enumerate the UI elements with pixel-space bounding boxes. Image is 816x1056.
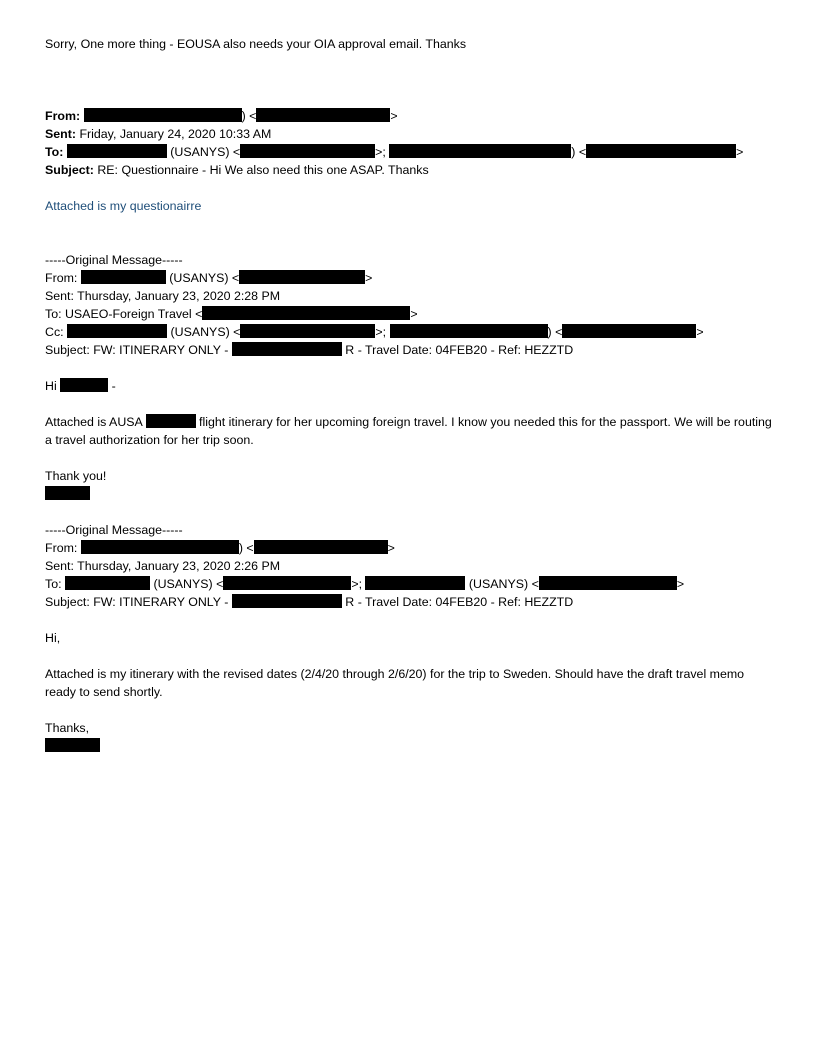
- redaction-box: [146, 414, 196, 428]
- signature-redaction: [45, 486, 90, 500]
- subject-prefix: Subject: FW: ITINERARY ONLY -: [45, 595, 229, 609]
- redaction-box: [65, 576, 150, 590]
- redaction-box: [240, 324, 375, 338]
- email1-sent-line: [45, 125, 775, 143]
- orig2-sent-line: Sent: Thursday, January 23, 2020 2:26 PM: [45, 559, 281, 573]
- to-mid: ) <: [571, 145, 587, 159]
- to-label: To:: [45, 577, 62, 591]
- subject-suffix: R - Travel Date: 04FEB20 - Ref: HEZZTD: [345, 595, 574, 609]
- redaction-box: [239, 270, 365, 284]
- body-suffix: flight itinerary for her upcoming foreign travel. I know you needed this for the passport. We will be routing a travel authorization for her trip soon.: [45, 415, 772, 447]
- body-prefix: Attached is AUSA: [45, 415, 143, 429]
- orig1-thanks: Thank you!: [45, 469, 107, 483]
- cc-end: >: [696, 325, 704, 339]
- signature-redaction: [45, 738, 100, 752]
- redaction-box: [390, 324, 548, 338]
- orig2-from-line: [45, 539, 775, 557]
- reply-text: Attached is my questionairre: [45, 199, 202, 213]
- redaction-box: [81, 270, 166, 284]
- redaction-box: [67, 324, 167, 338]
- subject-suffix: R - Travel Date: 04FEB20 - Ref: HEZZTD: [345, 343, 574, 357]
- redaction-box: [539, 576, 677, 590]
- from-label: From:: [45, 271, 78, 285]
- redaction-box: [586, 144, 736, 158]
- redaction-box: [84, 108, 242, 122]
- from-label: From:: [45, 109, 81, 123]
- to-end: >: [736, 145, 744, 159]
- orig2-thanks: Thanks,: [45, 721, 90, 735]
- redaction-box: [202, 306, 410, 320]
- to-org: (USANYS) <: [170, 145, 241, 159]
- orig1-header: -----Original Message-----: [45, 253, 183, 267]
- email1-subject-line: [45, 161, 775, 179]
- to-separator: >;: [351, 577, 363, 591]
- from-org: (USANYS) <: [169, 271, 240, 285]
- to-end: >: [676, 577, 685, 591]
- redaction-box: [232, 594, 342, 608]
- orig2-header: -----Original Message-----: [45, 523, 183, 537]
- sent-label: Sent:: [45, 127, 76, 141]
- cc-mid: ) <: [547, 325, 563, 339]
- from-end: >: [365, 271, 373, 285]
- to-org: (USANYS) <: [153, 577, 224, 591]
- redaction-box: [562, 324, 696, 338]
- email1-to-line: [45, 143, 775, 161]
- orig2-subject-line: [45, 593, 775, 611]
- to-label: To:: [45, 145, 64, 159]
- to-org-2: (USANYS) <: [468, 577, 539, 591]
- from-label: From:: [45, 541, 78, 555]
- redaction-box: [81, 540, 239, 554]
- redaction-box: [60, 378, 108, 392]
- orig1-sent-line: Sent: Thursday, January 23, 2020 2:28 PM: [45, 289, 281, 303]
- subject-value: RE: Questionnaire - Hi We also need this one ASAP. Thanks: [97, 163, 429, 177]
- cc-org: (USANYS) <: [170, 325, 241, 339]
- subject-prefix: Subject: FW: ITINERARY ONLY -: [45, 343, 229, 357]
- cc-separator: >;: [375, 325, 387, 339]
- orig1-from-line: [45, 269, 775, 287]
- redaction-box: [232, 342, 342, 356]
- orig2-body: Attached is my itinerary with the revised dates (2/4/20 through 2/6/20) for the trip to Sweden. Should have the draft travel memo ready to send shortly.: [45, 667, 745, 699]
- sent-value: Friday, January 24, 2020 10:33 AM: [79, 127, 272, 141]
- subject-label: Subject:: [45, 163, 94, 177]
- greeting-word: Hi: [45, 379, 57, 393]
- redaction-box: [240, 144, 375, 158]
- orig1-body: [45, 413, 775, 449]
- to-label: To: USAEO-Foreign Travel <: [45, 307, 203, 321]
- orig1-greeting: [45, 377, 775, 395]
- from-separator: ) <: [241, 109, 257, 123]
- redaction-box: [389, 144, 571, 158]
- orig2-greeting: Hi,: [45, 631, 61, 645]
- from-separator: ) <: [238, 541, 254, 555]
- orig1-signature: [45, 485, 775, 503]
- orig2-signature: [45, 737, 775, 755]
- from-end: >: [387, 541, 395, 555]
- cc-label: Cc:: [45, 325, 64, 339]
- redaction-box: [365, 576, 465, 590]
- greeting-dash: -: [111, 379, 116, 393]
- email-document: [45, 35, 775, 755]
- top-note: Sorry, One more thing - EOUSA also needs your OIA approval email. Thanks: [45, 37, 467, 51]
- email1-from-line: [45, 107, 775, 125]
- orig2-to-line: [45, 575, 775, 593]
- orig1-to-line: [45, 305, 775, 323]
- redaction-box: [223, 576, 351, 590]
- to-end: >: [410, 307, 418, 321]
- redaction-box: [67, 144, 167, 158]
- redaction-box: [256, 108, 390, 122]
- orig1-subject-line: [45, 341, 775, 359]
- orig1-cc-line: [45, 323, 775, 341]
- from-end: >: [390, 109, 398, 123]
- to-separator: >;: [375, 145, 386, 159]
- redaction-box: [254, 540, 388, 554]
